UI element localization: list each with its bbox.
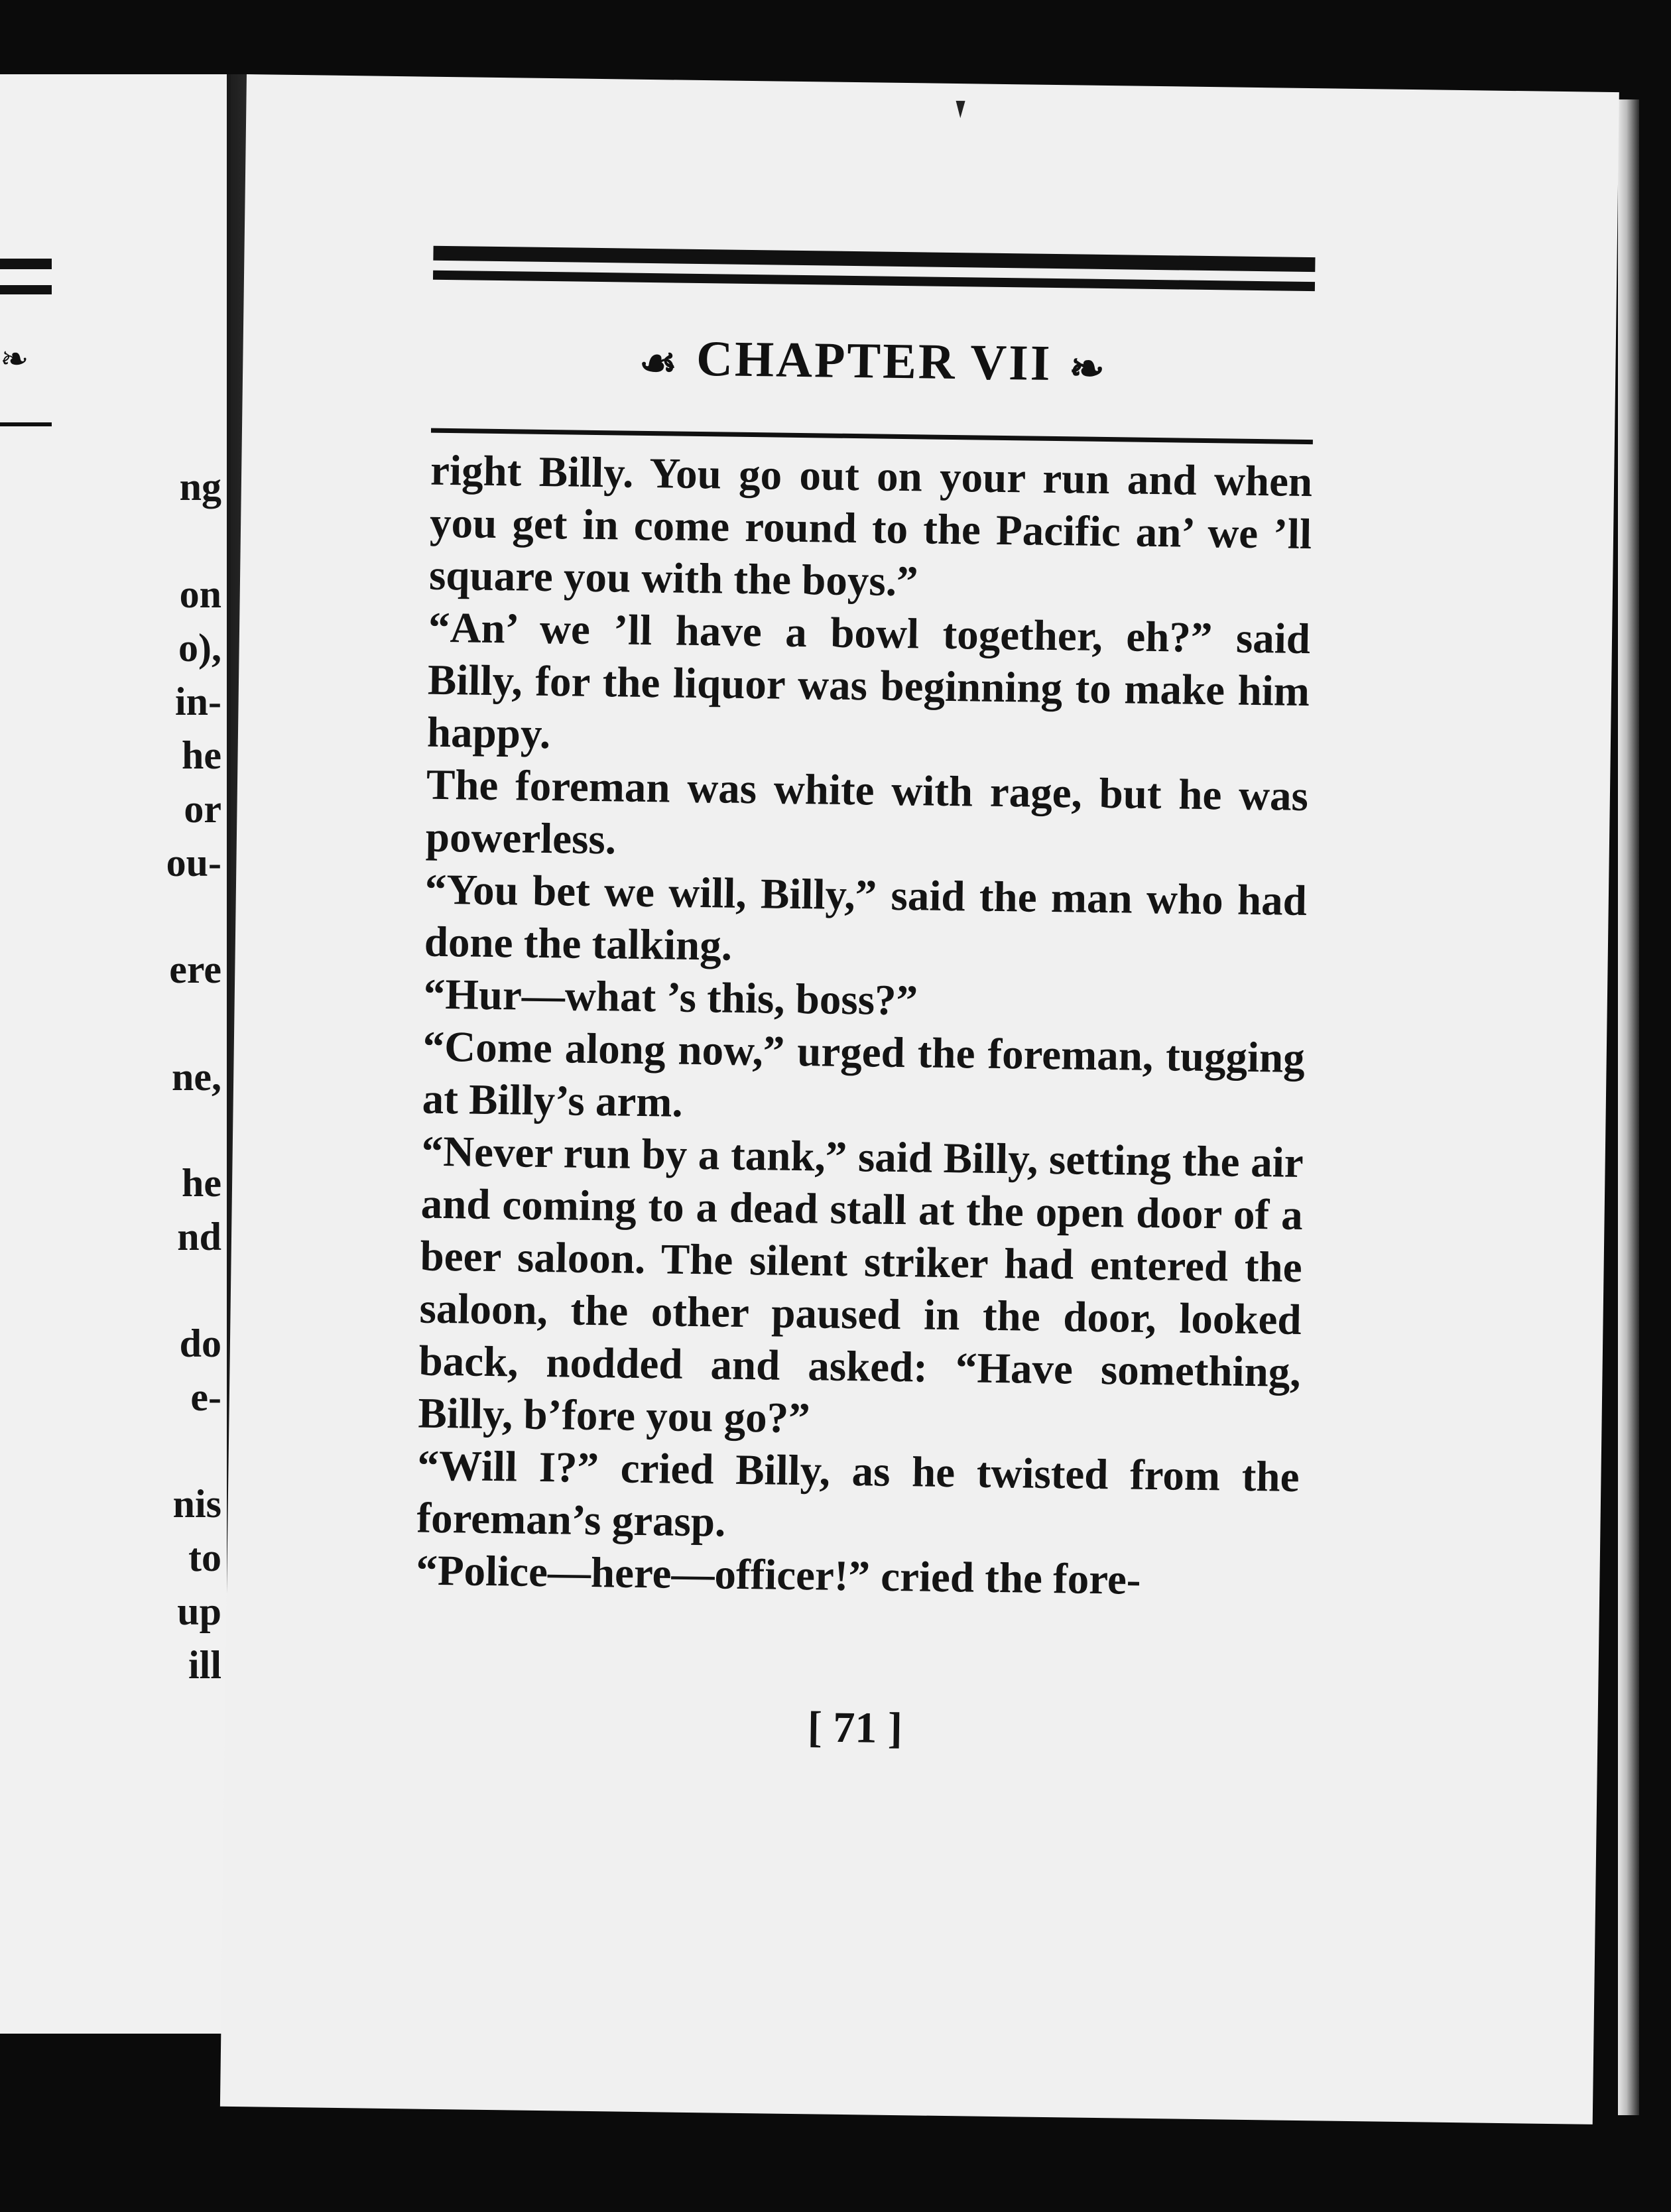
- left-line-fragment: nd: [177, 1215, 221, 1259]
- page-edge: [1618, 99, 1639, 2115]
- left-line-fragment: o),: [178, 626, 221, 670]
- left-header-rule-thin: [0, 422, 52, 426]
- scroll-ornament-right-icon: ❧: [1068, 344, 1107, 393]
- left-line-fragment: nis: [172, 1482, 221, 1526]
- header-rule-thin: [431, 428, 1313, 444]
- scroll-ornament-icon: ❧: [0, 339, 29, 379]
- left-line-fragment: or: [184, 787, 221, 831]
- left-line-fragment: do: [179, 1321, 221, 1365]
- header-rule-secondary: [433, 271, 1315, 291]
- left-header-rule: [0, 259, 52, 269]
- paragraph: “Come along now,” urged the foreman, tugging at Billy’s arm.: [422, 1022, 1306, 1127]
- scroll-ornament-left-icon: ☙: [639, 339, 680, 387]
- left-line-fragment: ng: [179, 465, 221, 509]
- left-line-fragment: ou-: [166, 841, 221, 885]
- left-line-fragment: ne,: [172, 1055, 221, 1099]
- paragraph: “Police—here—officer!” cried the fore-: [416, 1546, 1141, 1604]
- paragraph: “An’ we ’ll have a bowl together, eh?” said Billy, for the liquor was beginning to make him happy.: [426, 603, 1311, 759]
- paragraph: “Never run by a tank,” said Billy, setting the air and coming to a dead stall at the open door of a beer saloon. The silent striker had entered the saloon, the other paused in the door, looked back, nodded and asked: “Have something, Billy, b’fore you go?”: [418, 1127, 1304, 1443]
- chapter-heading: [432, 326, 1314, 397]
- left-line-fragment: ere: [169, 948, 221, 991]
- chapter-title: CHAPTER VII: [696, 330, 1052, 391]
- left-line-fragment: in-: [174, 680, 221, 723]
- left-line-fragment: he: [182, 733, 221, 777]
- left-header-rule-secondary: [0, 285, 52, 294]
- left-line-fragment: he: [182, 1161, 221, 1205]
- paragraph: The foreman was white with rage, but he was powerless.: [425, 761, 1309, 864]
- left-line-fragment: up: [177, 1589, 221, 1633]
- paragraph: “Will I?” cried Billy, as he twisted from the foreman’s grasp.: [416, 1442, 1300, 1546]
- left-line-fragment: ill: [188, 1643, 221, 1687]
- left-line-fragment: to: [188, 1536, 221, 1579]
- left-page: [0, 74, 231, 2034]
- paragraph: right Billy. You go out on your run and when you get in come round to the Pacific an’ we ’ll square you with the boys.”: [428, 446, 1313, 606]
- body-text: [416, 445, 1313, 1609]
- header-rule-thick: [433, 246, 1315, 272]
- page-number: [ 71 ]: [807, 1703, 903, 1753]
- left-line-fragment: on: [179, 572, 221, 616]
- paragraph: “You bet we will, Billy,” said the man who had done the talking.: [424, 865, 1308, 970]
- paragraph: “Hur—what ’s this, boss?”: [423, 970, 918, 1025]
- left-line-fragment: e-: [190, 1375, 221, 1419]
- right-page: [220, 74, 1619, 2124]
- page-notch: [956, 101, 965, 118]
